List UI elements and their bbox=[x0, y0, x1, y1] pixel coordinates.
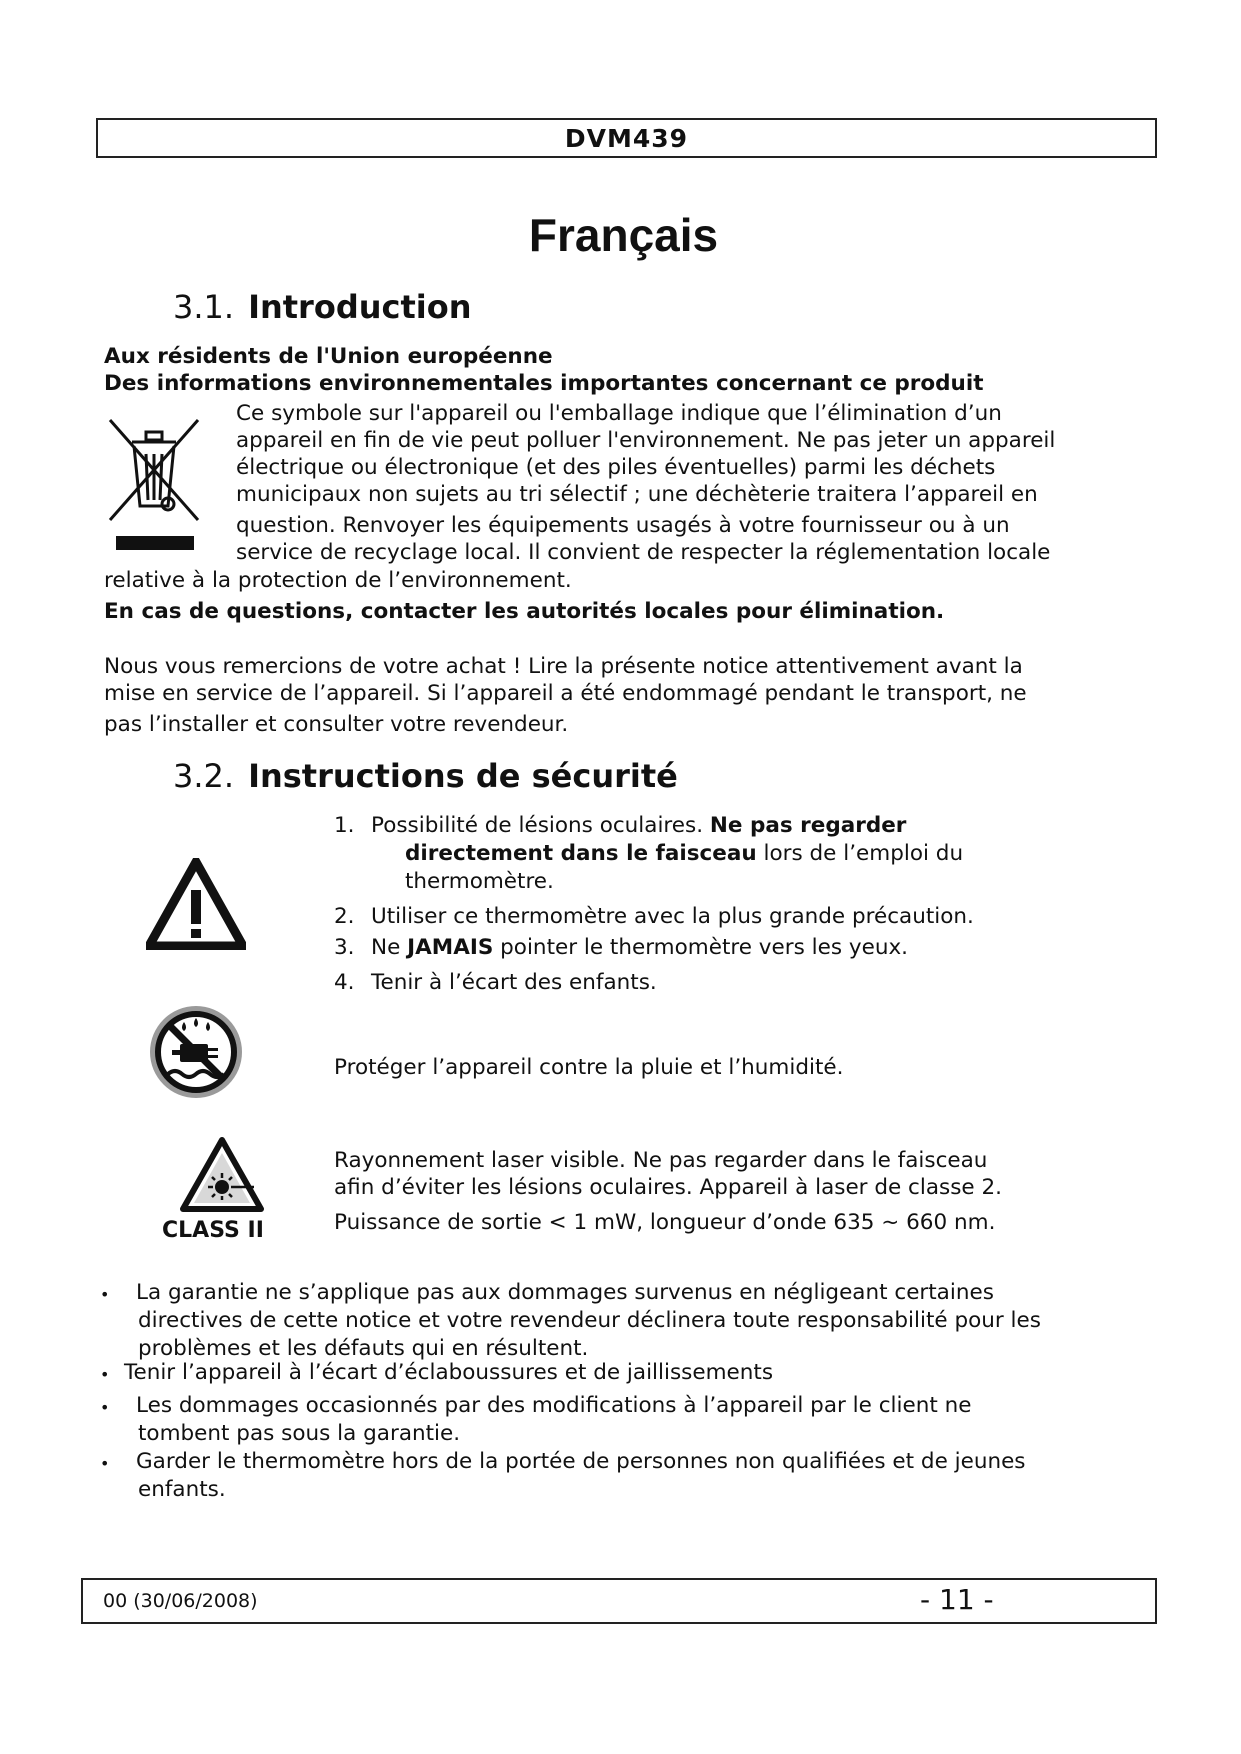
eu-heading-1: Aux résidents de l'Union européenne bbox=[104, 344, 553, 369]
section-number: 3.2. bbox=[173, 757, 235, 795]
item-text: Ne bbox=[371, 935, 408, 960]
laser-text-line: Puissance de sortie < 1 mW, longueur d’onde 635 ~ 660 nm. bbox=[334, 1210, 996, 1235]
item-bold-text: Ne pas regarder bbox=[709, 813, 907, 838]
weee-line: électrique ou électronique (et des piles éventuelles) parmi les déchets bbox=[236, 455, 996, 480]
page-number: - 11 - bbox=[920, 1583, 994, 1616]
item-number: 3. bbox=[334, 935, 355, 960]
item-number: 4. bbox=[334, 970, 355, 995]
bullet-line: directives de cette notice et votre revendeur déclinera toute responsabilité pour les bbox=[138, 1308, 1041, 1333]
weee-line: appareil en fin de vie peut polluer l'environnement. Ne pas jeter un appareil bbox=[236, 428, 1056, 453]
bullet-line: Tenir l’appareil à l’écart d’éclaboussures et de jaillissements bbox=[124, 1360, 774, 1385]
item-text: Tenir à l’écart des enfants. bbox=[371, 970, 657, 995]
laser-class-label: CLASS II bbox=[162, 1218, 264, 1243]
item-number: 2. bbox=[334, 904, 355, 929]
item-text: Utiliser ce thermomètre avec la plus grande précaution. bbox=[371, 904, 974, 929]
list-item bbox=[100, 1359, 1140, 1387]
laser-warning-icon bbox=[180, 1137, 264, 1213]
bullet-symbol: • bbox=[100, 1365, 110, 1384]
list-item bbox=[334, 934, 908, 962]
thanks-line: Nous vous remercions de votre achat ! Lire la présente notice attentivement avant la bbox=[104, 654, 1023, 679]
weee-line: question. Renvoyer les équipements usagés à votre fournisseur ou à un bbox=[236, 513, 1010, 538]
bullet-symbol: • bbox=[100, 1454, 110, 1473]
language-title: Français bbox=[528, 209, 719, 261]
document-model-title: DVM439 bbox=[564, 124, 689, 153]
item-number: 1. bbox=[334, 813, 355, 838]
list-item-continuation: thermomètre. bbox=[405, 869, 554, 894]
bullet-line: Garder le thermomètre hors de la portée de personnes non qualifiées et de jeunes bbox=[136, 1449, 1026, 1474]
weee-line: municipaux non sujets au tri sélectif ; une déchèterie traitera l’appareil en bbox=[236, 482, 1038, 507]
bullet-symbol: • bbox=[100, 1398, 110, 1417]
bullet-line: tombent pas sous la garantie. bbox=[138, 1421, 461, 1446]
warning-triangle-icon bbox=[146, 858, 246, 950]
laser-text-line: Rayonnement laser visible. Ne pas regarder dans le faisceau bbox=[334, 1148, 988, 1173]
section-heading-safety bbox=[173, 757, 678, 795]
bullet-line: problèmes et les défauts qui en résultent. bbox=[138, 1336, 589, 1361]
section-title: Instructions de sécurité bbox=[248, 757, 678, 795]
rain-protection-icon bbox=[148, 1004, 244, 1100]
bullet-symbol: • bbox=[100, 1285, 110, 1304]
contact-note: En cas de questions, contacter les autorités locales pour élimination. bbox=[104, 599, 945, 624]
list-item-continuation bbox=[405, 840, 963, 868]
eu-heading-2: Des informations environnementales importantes concernant ce produit bbox=[104, 371, 984, 396]
item-text: Possibilité de lésions oculaires. bbox=[371, 813, 710, 838]
weee-line: service de recyclage local. Il convient de respecter la réglementation locale bbox=[236, 540, 1051, 565]
list-item bbox=[334, 903, 974, 931]
rain-warning-text: Protéger l’appareil contre la pluie et l’humidité. bbox=[334, 1055, 844, 1080]
list-item bbox=[334, 969, 657, 997]
bullet-line: enfants. bbox=[138, 1477, 226, 1502]
item-text: pointer le thermomètre vers les yeux. bbox=[493, 935, 909, 960]
laser-text-line: afin d’éviter les lésions oculaires. Appareil à laser de classe 2. bbox=[334, 1175, 1003, 1200]
thanks-line: pas l’installer et consulter votre revendeur. bbox=[104, 712, 569, 737]
weee-bin-icon bbox=[104, 412, 204, 552]
section-title: Introduction bbox=[248, 288, 472, 326]
list-item bbox=[100, 1448, 1140, 1504]
bullet-line: La garantie ne s’applique pas aux dommages survenus en négligeant certaines bbox=[136, 1280, 994, 1305]
item-bold-text: JAMAIS bbox=[407, 935, 494, 960]
thanks-line: mise en service de l’appareil. Si l’appareil a été endommagé pendant le transport, ne bbox=[104, 681, 1027, 706]
item-text: lors de l’emploi du bbox=[756, 841, 964, 866]
list-item bbox=[100, 1392, 1140, 1448]
section-number: 3.1. bbox=[173, 288, 235, 326]
section-heading-introduction bbox=[173, 288, 472, 326]
revision-date: 00 (30/06/2008) bbox=[103, 1590, 258, 1612]
bullet-line: Les dommages occasionnés par des modifications à l’appareil par le client ne bbox=[136, 1393, 972, 1418]
list-item bbox=[334, 812, 906, 840]
item-bold-text: directement dans le faisceau bbox=[405, 841, 757, 866]
weee-line: relative à la protection de l’environnement. bbox=[104, 568, 572, 593]
weee-line: Ce symbole sur l'appareil ou l'emballage indique que l’élimination d’un bbox=[236, 401, 1002, 426]
list-item bbox=[100, 1279, 1140, 1363]
